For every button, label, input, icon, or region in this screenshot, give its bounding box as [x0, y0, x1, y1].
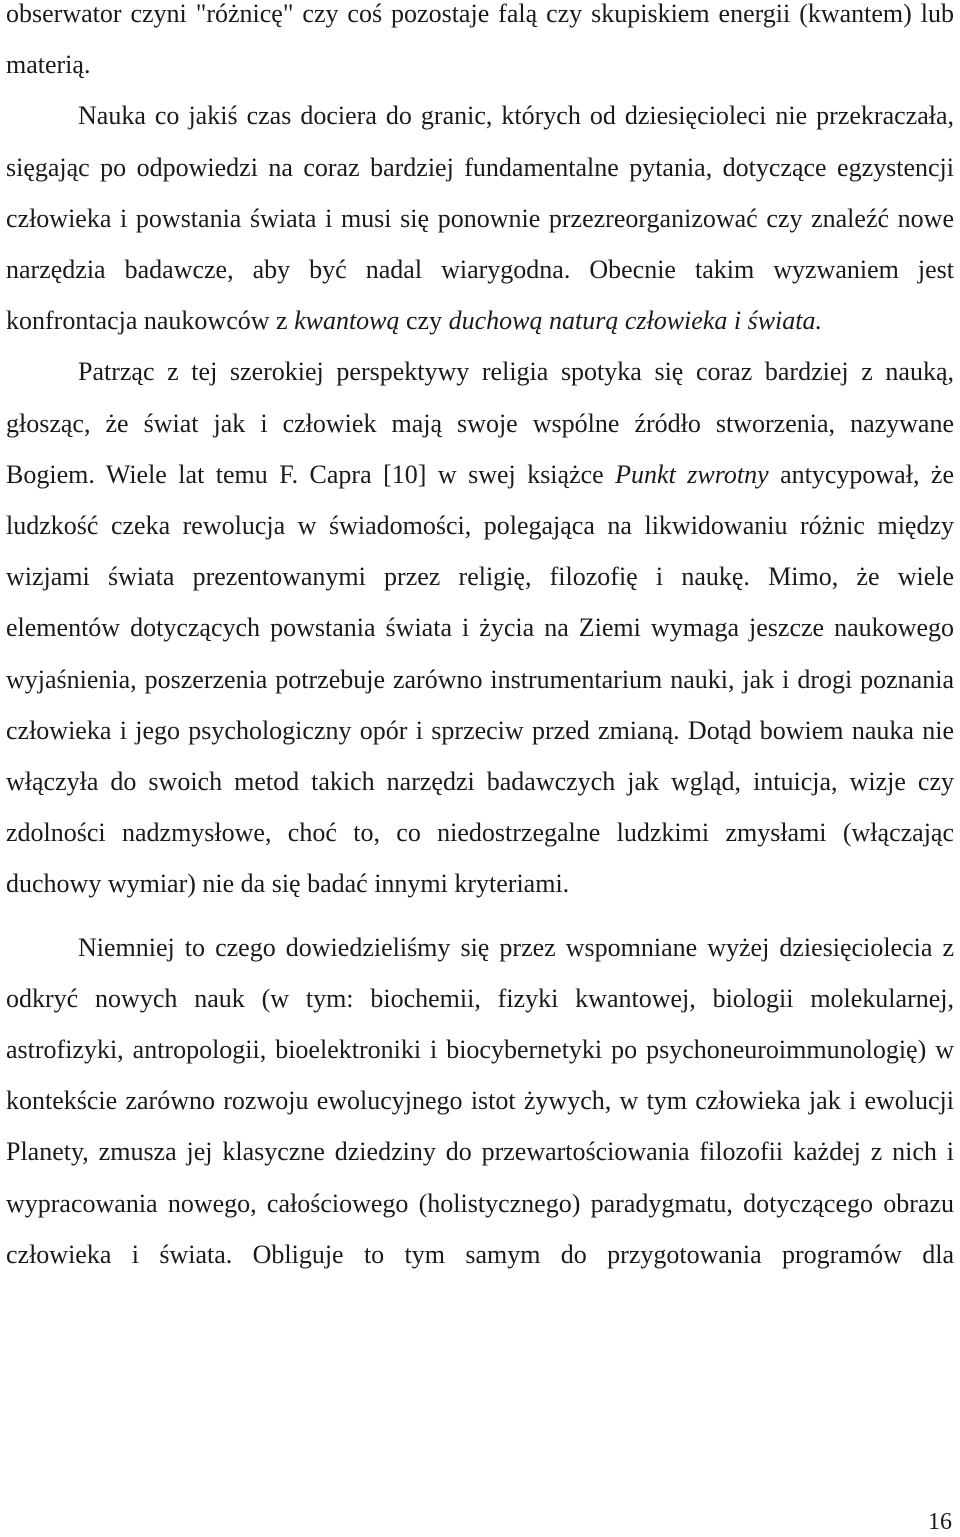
paragraph-new-sciences: Niemniej to czego dowiedzieliśmy się przez wspomniane wyżej dziesięciolecia z odkryć nowych nauk (w tym: biochemii, fizyki kwantowej, biologii molekularnej, astrofizyki, antropologii, bioelektroniki i biocybernetyki po psychoneuroimmunologię) w kontekście zarówno rozwoju ewolucyjnego istot żywych, w tym człowieka jak i ewolucji Planety, zmusza jej klasyczne dziedziny do przewartościowania filozofii każdej z nich i wypracowania nowego, całościowego (holistycznego) paradygmatu, dotyczącego obrazu człowieka i świata. Obliguje to tym samym do przygotowania programów dla — [6, 932, 954, 1269]
paragraph-science-limits — [6, 90, 954, 346]
paragraph-religion-science-rest: antycypował, że ludzkość czeka rewolucja w świadomości, polegająca na likwidowaniu różnic między wizjami świata prezentowanymi przez religię, filozofię i naukę. Mimo, że wiele elementów dotyczących powstania świata i życia na Ziemi wymaga jeszcze naukowego wyjaśnienia, poszerzenia potrzebuje zarówno instrumentarium nauki, jak i drogi poznania człowieka i jego psychologiczny opór i sprzeciw przed zmianą. Dotąd bowiem nauka nie włączyła do swoich metod takich narzędzi badawczych jak wgląd, intuicja, wizje czy zdolności nadzmysłowe, choć to, co niedostrzegalne ludzkimi zmysłami (włączając duchowy wymiar) nie da się badać innymi kryteriami. — [6, 459, 954, 899]
paragraph-religion-science-text: Patrząc z tej szerokiej perspektywy religia spotyka się coraz bardziej z nauką, głosząc, że świat jak i człowiek mają swoje wspólne źródło stworzenia, nazywane Bogiem. Wiele lat temu F. Capra [10] w swej książce — [6, 357, 954, 489]
page-number: 16 — [928, 1509, 952, 1535]
paragraph-science-limits-connector: czy — [399, 306, 449, 336]
paragraph-science-limits-text: Nauka co jakiś czas dociera do granic, których od dziesięcioleci nie przekraczała, sięgając po odpowiedzi na coraz bardziej fundamentalne pytania, dotyczące egzystencji człowieka i powstania świata i musi się ponownie przezreorganizować czy znaleźć nowe narzędzia badawcze, aby być nadal wiarygodna. Obecnie takim wyzwaniem jest konfrontacja naukowców z — [6, 101, 954, 336]
document-page — [6, 0, 954, 1280]
italic-term-spiritual: duchową naturą człowieka i świata. — [448, 306, 822, 336]
paragraph-continuation: obserwator czyni "różnicę" czy coś pozostaje falą czy skupiskiem energii (kwantem) lub materią. — [6, 0, 954, 80]
paragraph-religion-science — [6, 346, 954, 909]
italic-term-quantum: kwantową — [294, 306, 400, 336]
italic-book-title: Punkt zwrotny — [615, 459, 769, 489]
